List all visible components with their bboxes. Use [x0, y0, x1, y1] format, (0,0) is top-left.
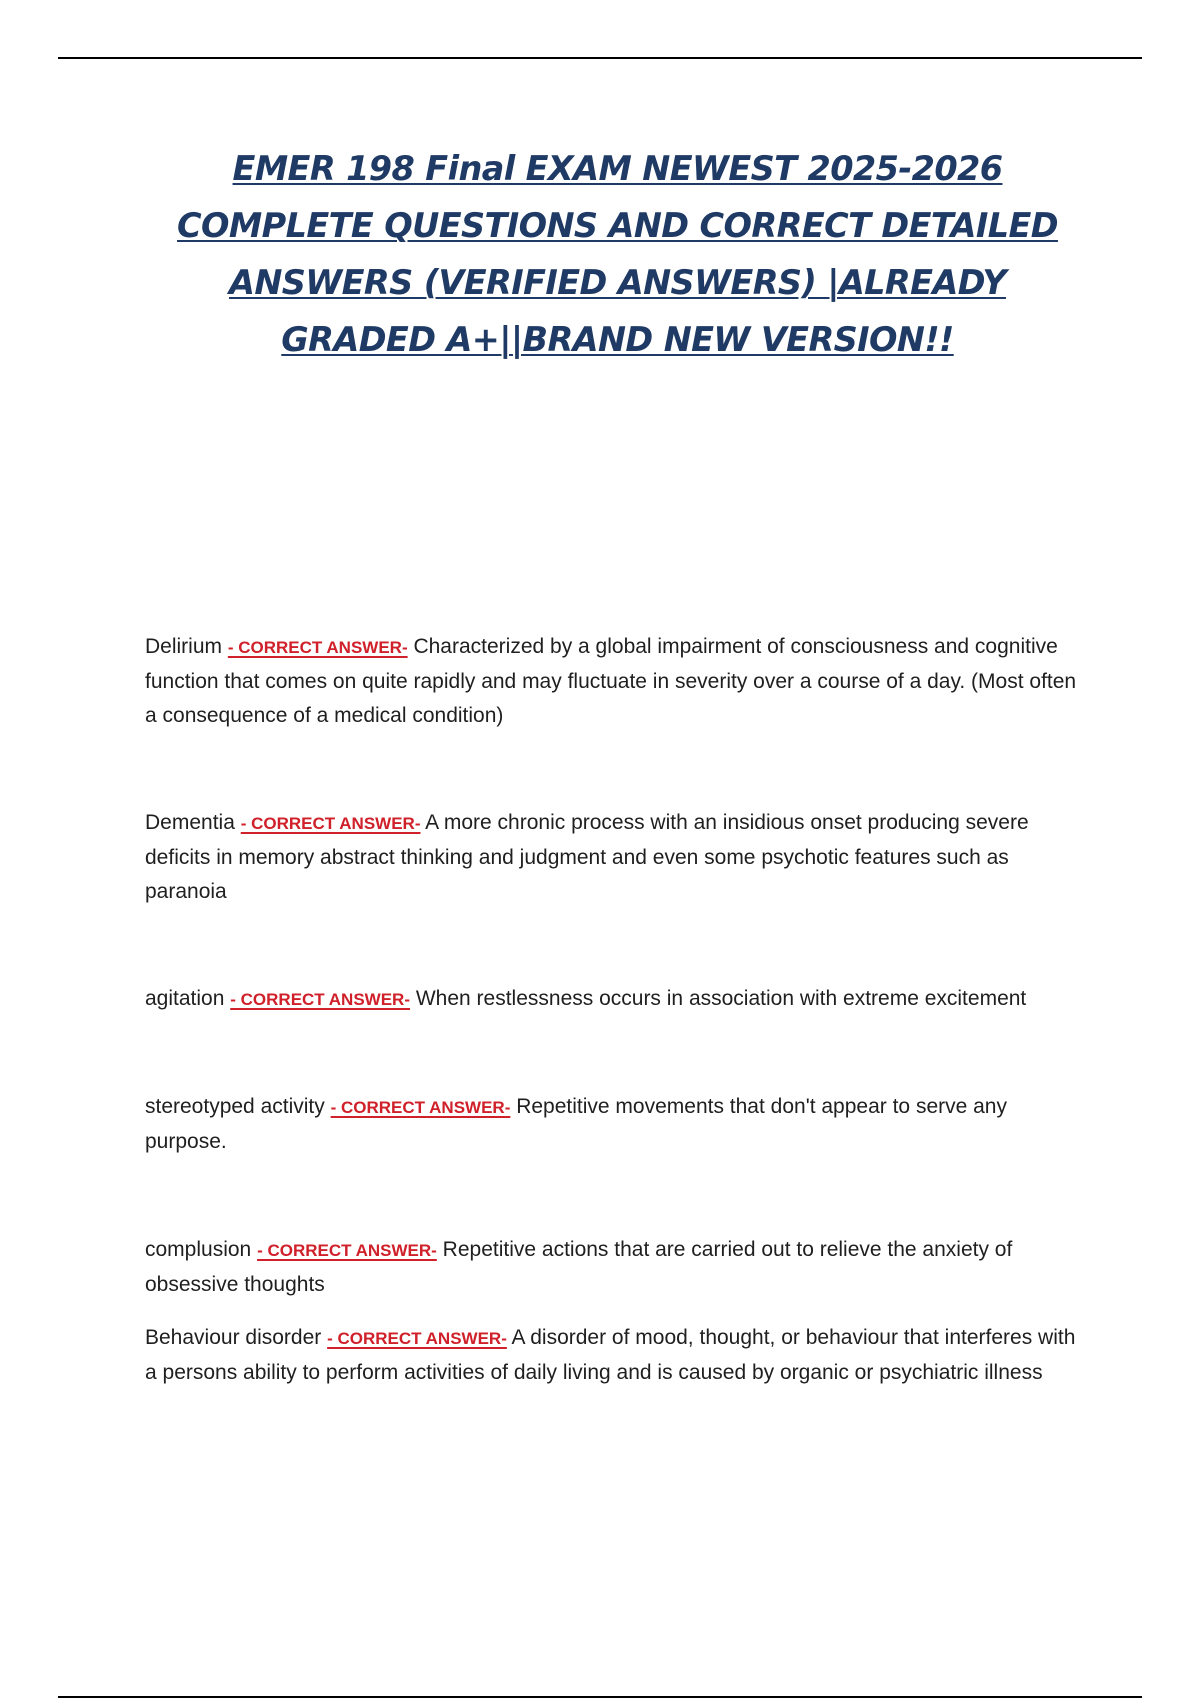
qa-term: agitation: [145, 987, 225, 1010]
correct-answer-marker: - CORRECT ANSWER-: [227, 638, 408, 657]
qa-answer: When restlessness occurs in association with extreme excitement: [415, 987, 1027, 1010]
correct-answer-marker: - CORRECT ANSWER-: [230, 990, 410, 1009]
qa-term: stereotyped activity: [145, 1095, 325, 1118]
qa-entry-behaviour-disorder: [145, 1321, 1085, 1390]
header-rule: [58, 57, 1142, 59]
qa-answer: Repetitive movements that don't appear to serve any purpose.: [145, 1095, 1007, 1153]
correct-answer-marker: - CORRECT ANSWER-: [240, 814, 421, 833]
qa-answer: Repetitive actions that are carried out to relieve the anxiety of obsessive thoughts: [145, 1238, 1013, 1296]
qa-answer: A disorder of mood, thought, or behaviour that interferes with a persons ability to perform activities of daily living and is caused by organic or psychiatric illness: [145, 1326, 1076, 1384]
qa-entry-stereotyped-activity: [145, 1090, 1085, 1159]
qa-answer: A more chronic process with an insidious onset producing severe deficits in memory abstract thinking and judgment and even some psychotic features such as paranoia: [145, 811, 1029, 903]
correct-answer-marker: - CORRECT ANSWER-: [330, 1098, 511, 1117]
qa-entry-dementia: [145, 806, 1085, 909]
footer-rule: [58, 1696, 1142, 1698]
document-title: [150, 140, 1085, 368]
qa-entry-delirium: [145, 630, 1085, 733]
qa-entry-complusion: [145, 1233, 1085, 1302]
qa-term: Delirium: [145, 635, 223, 658]
qa-term: Dementia: [145, 811, 235, 834]
qa-term: complusion: [145, 1238, 252, 1261]
qa-term: Behaviour disorder: [145, 1326, 322, 1349]
correct-answer-marker: - CORRECT ANSWER-: [257, 1241, 437, 1260]
correct-answer-marker: - CORRECT ANSWER-: [327, 1329, 507, 1348]
qa-entry-agitation: [145, 982, 1085, 1017]
document-title-text: EMER 198 Final EXAM NEWEST 2025-2026 COMPLETE QUESTIONS AND CORRECT DETAILED ANSWERS (VERIFIED ANSWERS) |ALREADY GRADED A+||BRAND NEW VERSION!!: [177, 149, 1058, 359]
qa-answer: Characterized by a global impairment of consciousness and cognitive function that comes on quite rapidly and may fluctuate in severity over a course of a day. (Most often a consequence of a medical condition): [145, 635, 1077, 727]
